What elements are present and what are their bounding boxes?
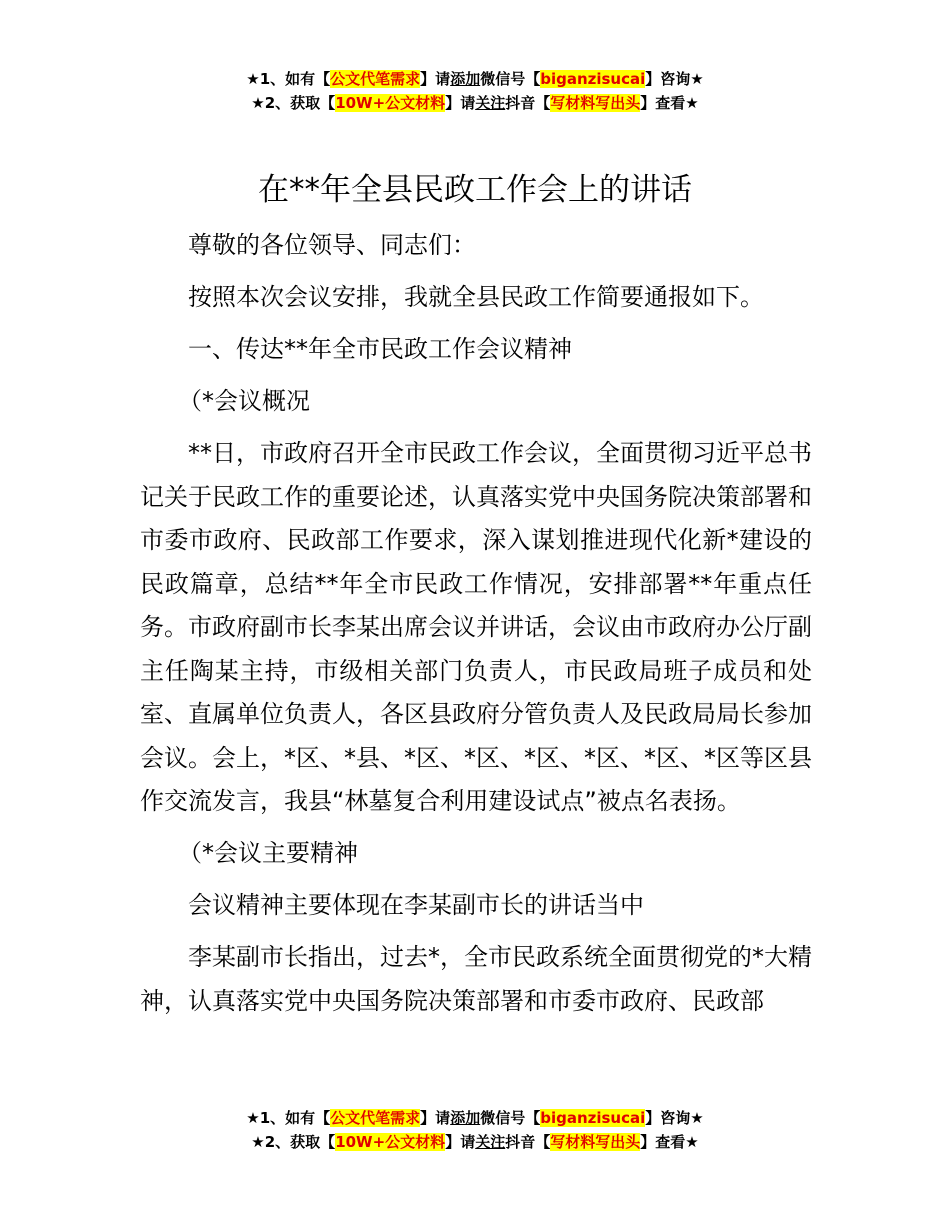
banner-text: ★1、如有【 [246,70,331,88]
subsection-heading: （*会议概况 [178,387,310,415]
body-paragraph: 李某副市长指出，过去*，全市民政系统全面贯彻党的*大精神，认真落实党中央国务院决策部署和市委市政府、民政部 [140,943,812,1015]
banner-text: 抖音【 [505,1133,551,1151]
highlight-text: biganzisucai [540,1109,646,1127]
banner-text: 】请 [420,70,451,88]
banner-text: 】咨询★ [645,70,704,88]
intro-paragraph: 按照本次会议安排，我就全县民政工作简要通报如下。 [188,283,764,311]
banner-text: ★2、获取【 [251,1133,336,1151]
footer-banner [0,1106,950,1154]
underlined-text: 关注 [475,1133,506,1151]
banner-line-1 [0,1106,950,1130]
highlight-text: 10W+公文材料 [335,94,446,112]
banner-text: 】查看★ [640,94,699,112]
underlined-text: 添加 [450,70,481,88]
subsection-heading: （*会议主要精神 [178,839,358,867]
underlined-text: 关注 [475,94,506,112]
banner-text: 微信号【 [480,70,541,88]
banner-line-1 [0,67,950,91]
highlight-text: biganzisucai [540,70,646,88]
header-banner [0,67,950,115]
salutation: 尊敬的各位领导、同志们： [188,231,476,259]
highlight-text: 10W+公文材料 [335,1133,446,1151]
section-heading: 一、传达**年全市民政工作会议精神 [188,335,572,363]
banner-text: 】咨询★ [645,1109,704,1127]
highlight-text: 公文代笔需求 [330,1109,421,1127]
highlight-text: 公文代笔需求 [330,70,421,88]
highlight-text: 写材料写出头 [550,1133,641,1151]
banner-text: 微信号【 [480,1109,541,1127]
banner-text: 抖音【 [505,94,551,112]
body-paragraph: **日，市政府召开全市民政工作会议，全面贯彻习近平总书记关于民政工作的重要论述，认真落实党中央国务院决策部署和市委市政府、民政部工作要求，深入谋划推进现代化新*建设的民政篇章，总结**年全市民政工作情况，安排部署**年重点任务。市政府副市长李某出席会议并讲话，会议由市政府办公厅副主任陶某主持，市级相关部门负责人，市民政局班子成员和处室、直属单位负责人，各区县政府分管负责人及民政局局长参加会议。会上，*区、*县、*区、*区、*区、*区、*区、*区等区县作交流发言，我县“林墓复合利用建设试点”被点名表扬。 [140,439,812,815]
document-body [140,224,812,1032]
banner-line-2 [0,91,950,115]
highlight-text: 写材料写出头 [550,94,641,112]
banner-text: 】查看★ [640,1133,699,1151]
body-paragraph: 会议精神主要体现在李某副市长的讲话当中 [188,891,644,919]
banner-text: 】请 [445,94,476,112]
underlined-text: 添加 [450,1109,481,1127]
banner-line-2 [0,1130,950,1154]
document-title: 在**年全县民政工作会上的讲话 [258,172,692,208]
banner-text: ★1、如有【 [246,1109,331,1127]
banner-text: 】请 [445,1133,476,1151]
banner-text: 】请 [420,1109,451,1127]
banner-text: ★2、获取【 [251,94,336,112]
